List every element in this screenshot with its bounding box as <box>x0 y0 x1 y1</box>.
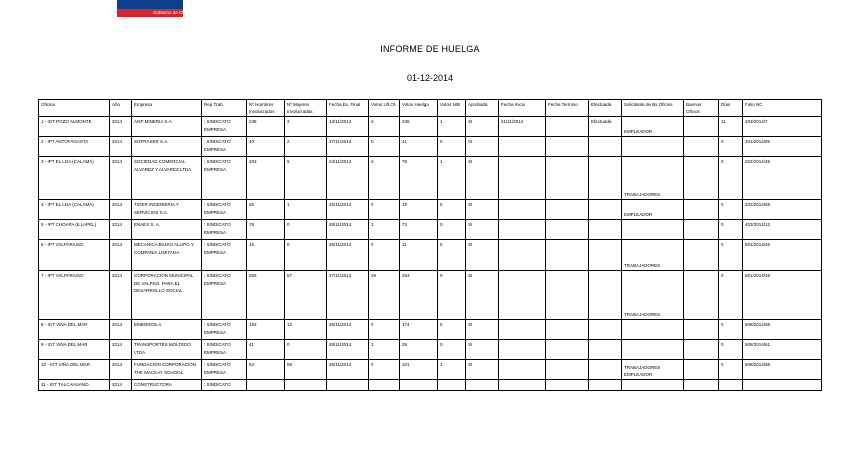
table-cell: 0 <box>369 240 400 271</box>
table-cell: 0 <box>438 340 466 360</box>
table-cell: 28/11/2014 <box>327 240 369 271</box>
table-cell <box>499 200 546 220</box>
table-cell: 11 <box>400 240 438 271</box>
table-cell: 202/2014/59 <box>743 200 822 220</box>
table-cell <box>622 320 684 340</box>
table-cell: 0 <box>719 137 743 157</box>
table-cell <box>589 137 622 157</box>
table-cell <box>589 360 622 380</box>
table-row <box>39 220 822 240</box>
table-cell: 4 - IPT EL LOA (CALAMA) <box>39 200 110 220</box>
table-cell <box>499 360 546 380</box>
column-header: Rep.Trab. <box>202 100 247 117</box>
table-cell: 2014 <box>110 271 132 320</box>
table-cell <box>684 240 719 271</box>
table-cell: 174 <box>400 320 438 340</box>
table-cell <box>684 220 719 240</box>
table-cell: 501/2014/45 <box>743 240 822 271</box>
table-cell: 6 - IPT VALPARAISO <box>39 240 110 271</box>
table-cell: 1 <box>369 220 400 240</box>
table-cell: 21/11/2014 <box>499 117 546 137</box>
table-cell: 2 <box>369 157 400 200</box>
table-cell: ; SINDICATO EMPRESA <box>202 340 247 360</box>
table-cell <box>622 380 684 390</box>
table-cell: 1 <box>438 117 466 137</box>
table-cell: ; SINDICATO EMPRESA <box>202 137 247 157</box>
table-row <box>39 340 822 360</box>
table-cell <box>589 157 622 200</box>
table-cell <box>589 320 622 340</box>
table-cell: 202/2014/45 <box>743 157 822 200</box>
table-cell: 2014 <box>110 380 132 390</box>
table-cell: 2014 <box>110 340 132 360</box>
table-cell: 78 <box>400 157 438 200</box>
table-cell: ; SINDICATO EMPRESA <box>202 360 247 380</box>
table-cell <box>369 380 400 390</box>
table-cell: 28/11/2014 <box>327 360 369 380</box>
column-header: Buenos Oficios <box>684 100 719 117</box>
table-cell <box>546 360 589 380</box>
table-cell: 0 <box>369 320 400 340</box>
table-cell: 0 <box>438 137 466 157</box>
table-row <box>39 360 822 380</box>
table-cell <box>546 220 589 240</box>
table-cell: ; SINDICATO <box>202 380 247 390</box>
table-cell: MECANICA BAGGI ALLIPO Y COMPAÑIA LIMITADA. <box>132 240 202 271</box>
table-cell <box>546 240 589 271</box>
table-cell: 73 <box>400 220 438 240</box>
report-title: INFORME DE HUELGA <box>380 44 480 54</box>
table-cell: 0 <box>285 240 327 271</box>
table-cell: EMPLEADOR <box>622 117 684 137</box>
table-cell <box>684 320 719 340</box>
table-row <box>39 320 822 340</box>
table-cell: 19 <box>400 200 438 220</box>
column-header: Efectuada <box>589 100 622 117</box>
table-cell <box>684 200 719 220</box>
table-cell: 1 <box>438 157 466 200</box>
table-cell <box>622 220 684 240</box>
table-cell: SI <box>466 137 499 157</box>
table-cell: 0 <box>285 220 327 240</box>
table-cell <box>589 340 622 360</box>
table-cell: 3 - IPT EL LOA (CALAMA) <box>39 157 110 200</box>
table-cell: 253 <box>400 271 438 320</box>
table-cell <box>499 320 546 340</box>
table-cell: ; SINDICATO EMPRESA <box>202 200 247 220</box>
table-cell: 24/11/2014 <box>327 157 369 200</box>
column-header: Aprobada <box>466 100 499 117</box>
table-cell: SI <box>466 360 499 380</box>
table-row <box>39 157 822 200</box>
table-cell: TRANSPORTES MOLTEDO LTDA. <box>132 340 202 360</box>
table-cell <box>589 240 622 271</box>
table-cell: 9 <box>438 271 466 320</box>
table-cell: EMPLEADOR <box>622 200 684 220</box>
table-cell: SI <box>466 271 499 320</box>
table-cell <box>743 380 822 390</box>
table-cell: 41 <box>400 137 438 157</box>
table-cell <box>400 380 438 390</box>
column-header: Fecha Ex. Final <box>327 100 369 117</box>
table-cell: CONSTRUCTORA <box>132 380 202 390</box>
table-cell: 11 <box>719 117 743 137</box>
table-cell: 78 <box>247 220 285 240</box>
table-cell: 0 <box>719 157 743 200</box>
table-cell <box>285 380 327 390</box>
table-cell: 0 <box>369 137 400 157</box>
table-cell: 0 <box>438 240 466 271</box>
table-cell: ; SINDICATO EMPRESA <box>202 271 247 320</box>
table-cell: TRABAJADORES <box>622 157 684 200</box>
table-cell: 28/11/2014 <box>327 220 369 240</box>
table-cell: 508/2014/68 <box>743 360 822 380</box>
table-row <box>39 380 822 390</box>
table-cell: SOCIEDAD COMERCIAL ALVAREZ Y ALVAREZ LTDA. <box>132 157 202 200</box>
strike-report-table <box>38 99 822 391</box>
table-cell: 501/2014/48 <box>743 271 822 320</box>
table-cell <box>546 200 589 220</box>
column-header: Votos Huelga <box>400 100 438 117</box>
column-header: Fecha Inicio <box>499 100 546 117</box>
table-cell: ; SINDICATO EMPRESA <box>202 240 247 271</box>
table-cell <box>684 157 719 200</box>
table-cell: TRABAJADORES <box>622 240 684 271</box>
table-cell: SI <box>466 117 499 137</box>
table-cell: 12 <box>285 320 327 340</box>
table-cell: 193 <box>247 320 285 340</box>
table-cell: 238 <box>247 117 285 137</box>
table-cell: AGP MINERIA S.A. <box>132 117 202 137</box>
table-cell: 27/11/2014 <box>327 137 369 157</box>
table-cell: 0 <box>719 340 743 360</box>
table-cell <box>499 137 546 157</box>
table-cell: 508/2014/61 <box>743 340 822 360</box>
table-cell <box>546 380 589 390</box>
table-cell: 53 <box>247 360 285 380</box>
table-cell: 0 <box>369 200 400 220</box>
table-cell: ; SINDICATO EMPRESA <box>202 117 247 137</box>
table-cell: ; SINDICATO EMPRESA <box>202 157 247 200</box>
table-cell: 103/2014/7 <box>743 117 822 137</box>
table-cell: 0 <box>719 271 743 320</box>
column-header: Folio NC <box>743 100 822 117</box>
table-cell: SOFRASER S.A. <box>132 137 202 157</box>
table-cell <box>589 220 622 240</box>
table-cell <box>589 380 622 390</box>
table-cell: CORPORACION MUNICIPAL DE VALPSO. PARA EL DESARROLLO SOCIAL. <box>132 271 202 320</box>
column-header: Solicitante de Bs.Oficios <box>622 100 684 117</box>
table-cell: 0 <box>719 200 743 220</box>
table-cell: 2 <box>369 117 400 137</box>
column-header: Fecha Termino <box>546 100 589 117</box>
table-cell <box>499 240 546 271</box>
table-cell <box>466 380 499 390</box>
table-cell <box>684 117 719 137</box>
table-cell: 2014 <box>110 320 132 340</box>
table-cell <box>684 380 719 390</box>
table-cell: SI <box>466 157 499 200</box>
table-cell: 403/2014/12 <box>743 220 822 240</box>
table-cell: 27/11/2014 <box>327 271 369 320</box>
table-cell: 11 - IGT TALCAHUANO <box>39 380 110 390</box>
table-cell <box>589 200 622 220</box>
table-cell: 28/11/2014 <box>327 320 369 340</box>
table-cell: SI <box>466 200 499 220</box>
table-cell: 0 <box>719 360 743 380</box>
table-cell <box>589 271 622 320</box>
column-header: Nº Mujeres Involucradas <box>285 100 327 117</box>
table-cell: 1 - IGT POZO ALMONTE <box>39 117 110 137</box>
table-cell: 0 <box>438 200 466 220</box>
table-cell: 9 - IGT VIÑA DEL MAR <box>39 340 110 360</box>
table-cell: SI <box>466 240 499 271</box>
table-cell: 29 <box>400 340 438 360</box>
table-cell: 0 <box>438 320 466 340</box>
table-header-row <box>39 100 822 117</box>
table-cell: 29 <box>369 271 400 320</box>
table-cell: 0 <box>438 220 466 240</box>
table-cell: EMBONOS.A. <box>132 320 202 340</box>
table-cell: TRABAJADORES <box>622 271 684 320</box>
table-cell: 28/11/2014 <box>327 340 369 360</box>
table-cell: 236 <box>400 117 438 137</box>
table-cell: 2014 <box>110 157 132 200</box>
table-cell <box>546 340 589 360</box>
table-cell <box>684 340 719 360</box>
table-cell: 2014 <box>110 137 132 157</box>
column-header: Votos Ult.Of. <box>369 100 400 117</box>
report-date: 01-12-2014 <box>406 73 454 83</box>
table-cell: 101 <box>400 360 438 380</box>
table-cell: 2014 <box>110 200 132 220</box>
table-cell <box>499 271 546 320</box>
table-cell: 2014 <box>110 360 132 380</box>
table-cell <box>247 380 285 390</box>
table-cell <box>546 157 589 200</box>
table-cell: 103 <box>247 157 285 200</box>
table-cell <box>438 380 466 390</box>
table-cell <box>622 137 684 157</box>
table-cell <box>684 137 719 157</box>
table-cell: 8 - IGT VIÑA DEL MAR <box>39 320 110 340</box>
table-cell: SI <box>466 220 499 240</box>
table-cell: TRABAJADORES EMPLEADOR <box>622 360 684 380</box>
table-cell: 10 - IGT VIÑA DEL MAR <box>39 360 110 380</box>
table-cell <box>684 360 719 380</box>
column-header: Oficina <box>39 100 110 117</box>
logo-blue-band <box>117 0 183 9</box>
table-cell: 0 <box>285 340 327 360</box>
table-cell: Efectuada <box>589 117 622 137</box>
table-row <box>39 117 822 137</box>
table-cell: 5 - IPT CHOAPA (ILLAPEL) <box>39 220 110 240</box>
table-cell: 508/2014/58 <box>743 320 822 340</box>
table-cell: 0 <box>719 240 743 271</box>
table-cell: FUNDACION CORPORACIÓN THE MACKAY SCHOOL. <box>132 360 202 380</box>
table-cell: 0 <box>369 360 400 380</box>
table-cell: 1 <box>369 340 400 360</box>
table-cell: 2014 <box>110 220 132 240</box>
table-cell <box>499 340 546 360</box>
table-cell <box>684 271 719 320</box>
table-cell <box>622 340 684 360</box>
table-cell <box>499 157 546 200</box>
table-cell: 15 <box>247 240 285 271</box>
table-cell: 41 <box>247 340 285 360</box>
table-cell: SI <box>466 320 499 340</box>
table-row <box>39 200 822 220</box>
table-cell: 0 <box>719 320 743 340</box>
column-header: Año <box>110 100 132 117</box>
table-cell: 67 <box>285 271 327 320</box>
table-cell: 2 <box>285 137 327 157</box>
table-cell: ; SINDICATO EMPRESA <box>202 220 247 240</box>
table-cell: 40 <box>247 137 285 157</box>
table-cell: 7 - IPT VALPARAISO <box>39 271 110 320</box>
column-header: Votos N/B <box>438 100 466 117</box>
table-cell <box>546 117 589 137</box>
table-cell <box>546 137 589 157</box>
table-cell: 1 <box>285 200 327 220</box>
table-cell: 5 <box>285 157 327 200</box>
column-header: Empresa <box>132 100 202 117</box>
table-cell: 59 <box>285 360 327 380</box>
table-row <box>39 240 822 271</box>
table-cell: 25/11/2014 <box>327 200 369 220</box>
table-row <box>39 137 822 157</box>
table-cell <box>499 220 546 240</box>
table-cell: 3 <box>285 117 327 137</box>
table-cell: 293 <box>247 271 285 320</box>
logo-red-band: Gobierno de Chile <box>117 9 183 17</box>
column-header: Días <box>719 100 743 117</box>
table-cell: ; SINDICATO EMPRESA <box>202 320 247 340</box>
column-header: Nº Hombres Involucrados <box>247 100 285 117</box>
table-cell: 201/2014/85 <box>743 137 822 157</box>
table-cell <box>546 320 589 340</box>
table-cell: 2014 <box>110 117 132 137</box>
table-cell: 25 <box>247 200 285 220</box>
table-cell: 2014 <box>110 240 132 271</box>
table-cell: 0 <box>719 220 743 240</box>
table-cell <box>719 380 743 390</box>
table-cell <box>327 380 369 390</box>
gobierno-logo <box>117 0 190 17</box>
table-cell: 1 <box>438 360 466 380</box>
table-cell: 2 - IPT ANTOFAGASTA <box>39 137 110 157</box>
table-cell: SI <box>466 340 499 360</box>
table-cell: ENAEX S. A. <box>132 220 202 240</box>
table-cell <box>546 271 589 320</box>
table-cell <box>499 380 546 390</box>
table-cell: 13/11/2014 <box>327 117 369 137</box>
table-cell: TIGER INGENIERIA Y SERVICIOS S.A. <box>132 200 202 220</box>
table-row <box>39 271 822 320</box>
